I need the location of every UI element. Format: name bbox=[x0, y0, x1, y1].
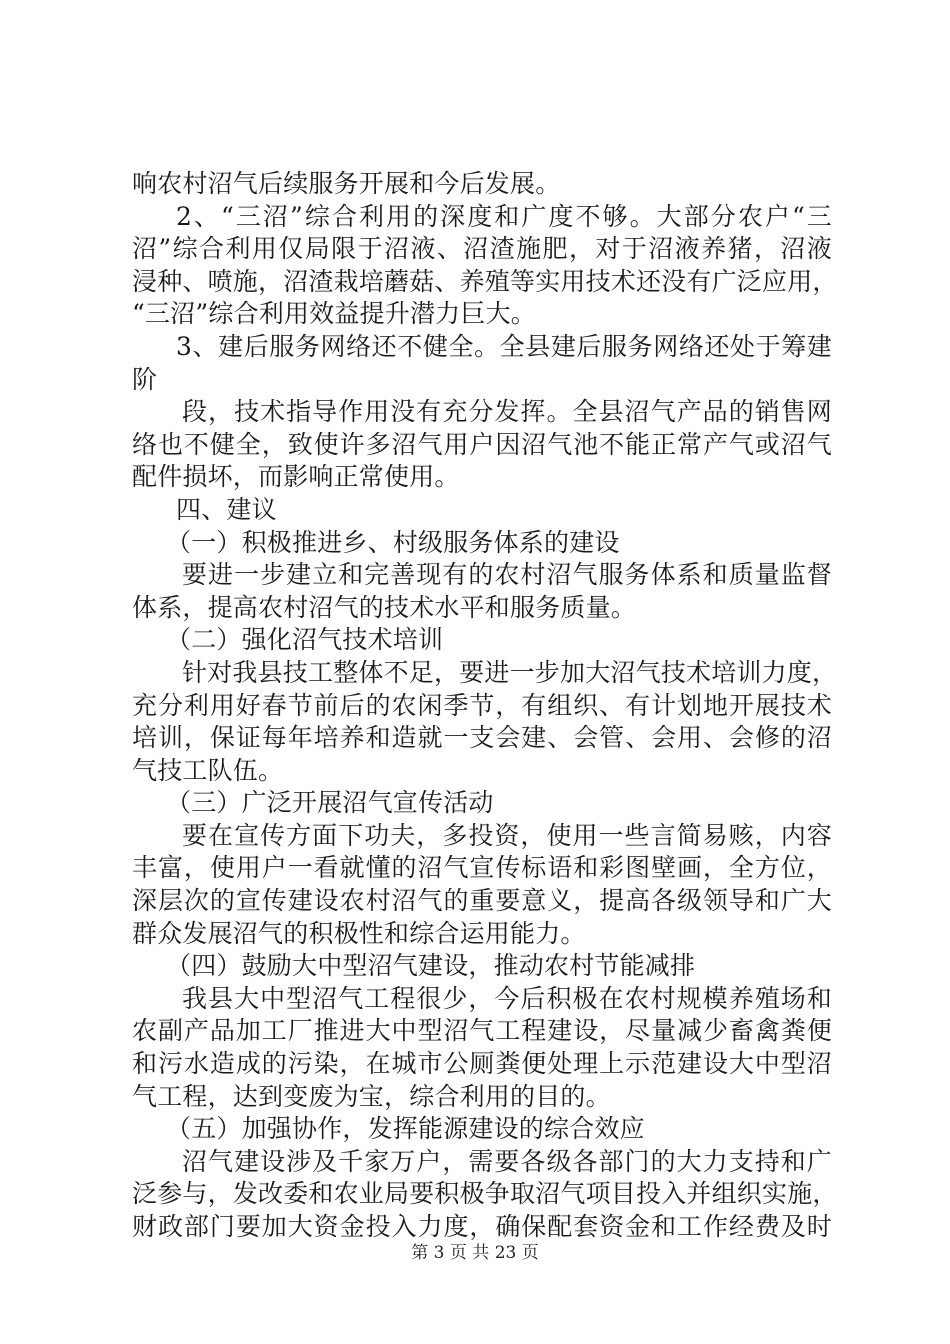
text-line: （三）广泛开展沼气宣传活动 bbox=[166, 788, 494, 818]
text-line: 气技工队伍。 bbox=[132, 755, 284, 785]
text-line: 我县大中型沼气工程很少，今后积极在农村规模养殖场和 bbox=[182, 983, 832, 1013]
text-line: 要进一步建立和完善现有的农村沼气服务体系和质量监督 bbox=[182, 560, 832, 590]
page-footer: 第 3 页 共 23 页 bbox=[411, 1243, 539, 1263]
text-line: 体系，提高农村沼气的技术水平和服务质量。 bbox=[132, 592, 637, 622]
text-line: 针对我县技工整体不足，要进一步加大沼气技术培训力度， bbox=[182, 657, 838, 687]
text-line: “三沼”综合利用效益提升潜力巨大。 bbox=[132, 299, 536, 329]
text-line: 深层次的宣传建设农村沼气的重要意义，提高各级领导和广大 bbox=[132, 886, 832, 916]
text-line: 四、建议 bbox=[176, 494, 277, 524]
text-line: 要在宣传方面下功夫，多投资，使用一些言简易赅，内容 bbox=[182, 820, 832, 850]
text-line: 泛参与，发改委和农业局要积极争取沼气项目投入并组织实施， bbox=[132, 1179, 838, 1209]
text-line: 配件损坏，而影响正常使用。 bbox=[132, 462, 460, 492]
text-line: 沼”综合利用仅局限于沼液、沼渣施肥，对于沼液养猪，沼液 bbox=[132, 234, 832, 264]
text-line: 培训，保证每年培养和造就一支会建、会管、会用、会修的沼 bbox=[132, 723, 832, 753]
text-line: 群众发展沼气的积极性和综合运用能力。 bbox=[132, 918, 586, 948]
text-line: 浸种、喷施，沼渣栽培蘑菇、养殖等实用技术还没有广泛应用， bbox=[132, 266, 838, 296]
text-line: 和污水造成的污染，在城市公厕粪便处理上示范建设大中型沼 bbox=[132, 1049, 832, 1079]
text-line: 响农村沼气后续服务开展和今后发展。 bbox=[132, 169, 561, 198]
text-line: 2、“三沼”综合利用的深度和广度不够。大部分农户“三 bbox=[176, 201, 832, 231]
document-body bbox=[132, 168, 838, 1244]
text-line: 农副产品加工厂推进大中型沼气工程建设，尽量减少畜禽粪便 bbox=[132, 1016, 832, 1046]
text-line: 络也不健全，致使许多沼气用户因沼气池不能正常产气或沼气 bbox=[132, 429, 832, 459]
text-line: （二）强化沼气技术培训 bbox=[166, 625, 444, 655]
text-line: 充分利用好春节前后的农闲季节，有组织、有计划地开展技术 bbox=[132, 690, 832, 720]
text-line: 沼气建设涉及千家万户，需要各级各部门的大力支持和广 bbox=[182, 1146, 832, 1176]
text-line: （四）鼓励大中型沼气建设，推动农村节能减排 bbox=[166, 951, 696, 981]
text-line: （五）加强协作，发挥能源建设的综合效应 bbox=[166, 1114, 645, 1144]
text-line: 阶 bbox=[132, 364, 158, 394]
text-line: 丰富，使用户一看就懂的沼气宣传标语和彩图壁画，全方位， bbox=[132, 853, 832, 883]
text-line: 3、建后服务网络还不健全。全县建后服务网络还处于筹建 bbox=[176, 331, 832, 361]
text-line: （一）积极推进乡、村级服务体系的建设 bbox=[166, 527, 620, 557]
text-line: 财政部门要加大资金投入力度，确保配套资金和工作经费及时 bbox=[132, 1212, 832, 1241]
text-line: 段，技术指导作用没有充分发挥。全县沼气产品的销售网 bbox=[182, 397, 832, 427]
text-line: 气工程，达到变废为宝，综合利用的目的。 bbox=[132, 1081, 611, 1111]
